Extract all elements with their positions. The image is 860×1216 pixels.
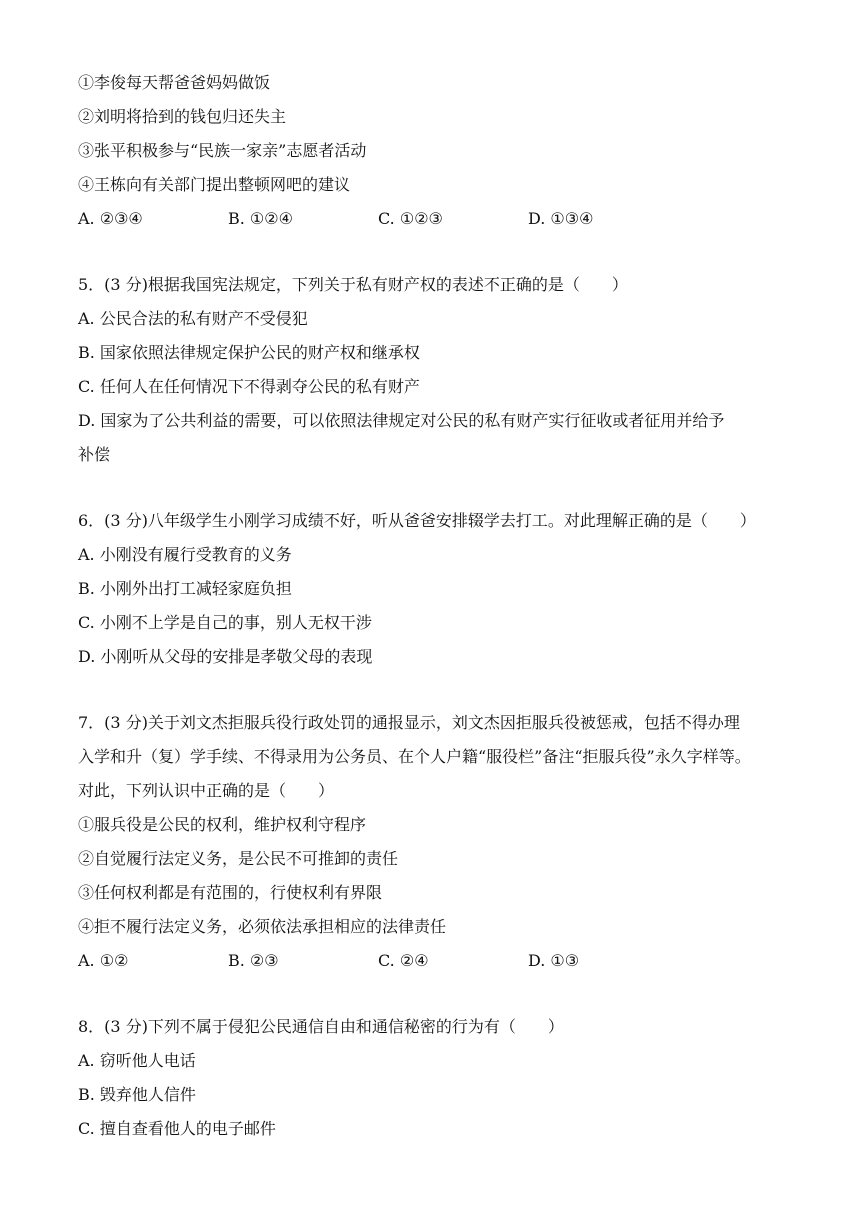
q5-option-a: A. 公民合法的私有财产不受侵犯	[78, 309, 308, 328]
question-7-block	[78, 706, 788, 978]
q4-statement-3: ③张平积极参与“民族一家亲”志愿者活动	[78, 141, 367, 160]
q7-choice-c: C. ②④	[378, 951, 429, 970]
question-4-block	[78, 66, 788, 236]
q7-statement-4: ④拒不履行法定义务，必须依法承担相应的法律责任	[78, 917, 447, 936]
q4-choice-d: D. ①③④	[528, 209, 594, 228]
question-8-block	[78, 1010, 788, 1146]
q8-option-a: A. 窃听他人电话	[78, 1051, 196, 1070]
q4-statement-4: ④王栋向有关部门提出整顿网吧的建议	[78, 175, 351, 194]
question-6-block	[78, 504, 788, 674]
q7-stem-line-3: 对此，下列认识中正确的是（ ）	[78, 781, 335, 800]
question-5-block	[78, 268, 788, 472]
q6-option-c: C. 小刚不上学是自己的事，别人无权干涉	[78, 613, 372, 632]
q7-statement-2: ②自觉履行法定义务，是公民不可推卸的责任	[78, 849, 399, 868]
q8-option-c: C. 擅自查看他人的电子邮件	[78, 1119, 276, 1138]
q7-stem-line-1: 7．(3 分)关于刘文杰拒服兵役行政处罚的通报显示，刘文杰因拒服兵役被惩戒，包括不得办理	[78, 713, 740, 732]
q7-choice-a: A. ①②	[78, 951, 129, 970]
q7-choices	[78, 944, 788, 978]
q6-option-b: B. 小刚外出打工减轻家庭负担	[78, 579, 292, 598]
q4-choice-b: B. ①②④	[228, 209, 293, 228]
exam-page	[78, 66, 788, 1146]
q7-choice-d: D. ①③	[528, 951, 580, 970]
q6-stem: 6．(3 分)八年级学生小刚学习成绩不好，听从爸爸安排辍学去打工。对此理解正确的是（ ）	[78, 511, 756, 530]
q5-option-b: B. 国家依照法律规定保护公民的财产权和继承权	[78, 343, 420, 362]
q4-statement-2: ②刘明将拾到的钱包归还失主	[78, 107, 287, 126]
q6-option-d: D. 小刚听从父母的安排是孝敬父母的表现	[78, 647, 373, 666]
q4-choice-c: C. ①②③	[378, 209, 443, 228]
q8-stem: 8．(3 分)下列不属于侵犯公民通信自由和通信秘密的行为有（ ）	[78, 1017, 564, 1036]
q5-option-c: C. 任何人在任何情况下不得剥夺公民的私有财产	[78, 377, 420, 396]
q4-choice-a: A. ②③④	[78, 209, 143, 228]
q8-option-b: B. 毁弃他人信件	[78, 1085, 196, 1104]
q7-statement-3: ③任何权利都是有范围的，行使权利有界限	[78, 883, 383, 902]
q7-choice-b: B. ②③	[228, 951, 279, 970]
q5-option-d-continued: 补偿	[78, 445, 111, 464]
q4-statement-1: ①李俊每天帮爸爸妈妈做饭	[78, 73, 271, 92]
q5-option-d: D. 国家为了公共利益的需要，可以依照法律规定对公民的私有财产实行征收或者征用并给予	[78, 411, 725, 430]
q7-statement-1: ①服兵役是公民的权利，维护权利守程序	[78, 815, 367, 834]
q7-stem-line-2: 入学和升（复）学手续、不得录用为公务员、在个人户籍“服役栏”备注“拒服兵役”永久字样等。	[78, 747, 751, 766]
q6-option-a: A. 小刚没有履行受教育的义务	[78, 545, 292, 564]
q4-choices	[78, 202, 788, 236]
q5-stem: 5．(3 分)根据我国宪法规定，下列关于私有财产权的表述不正确的是（ ）	[78, 275, 628, 294]
